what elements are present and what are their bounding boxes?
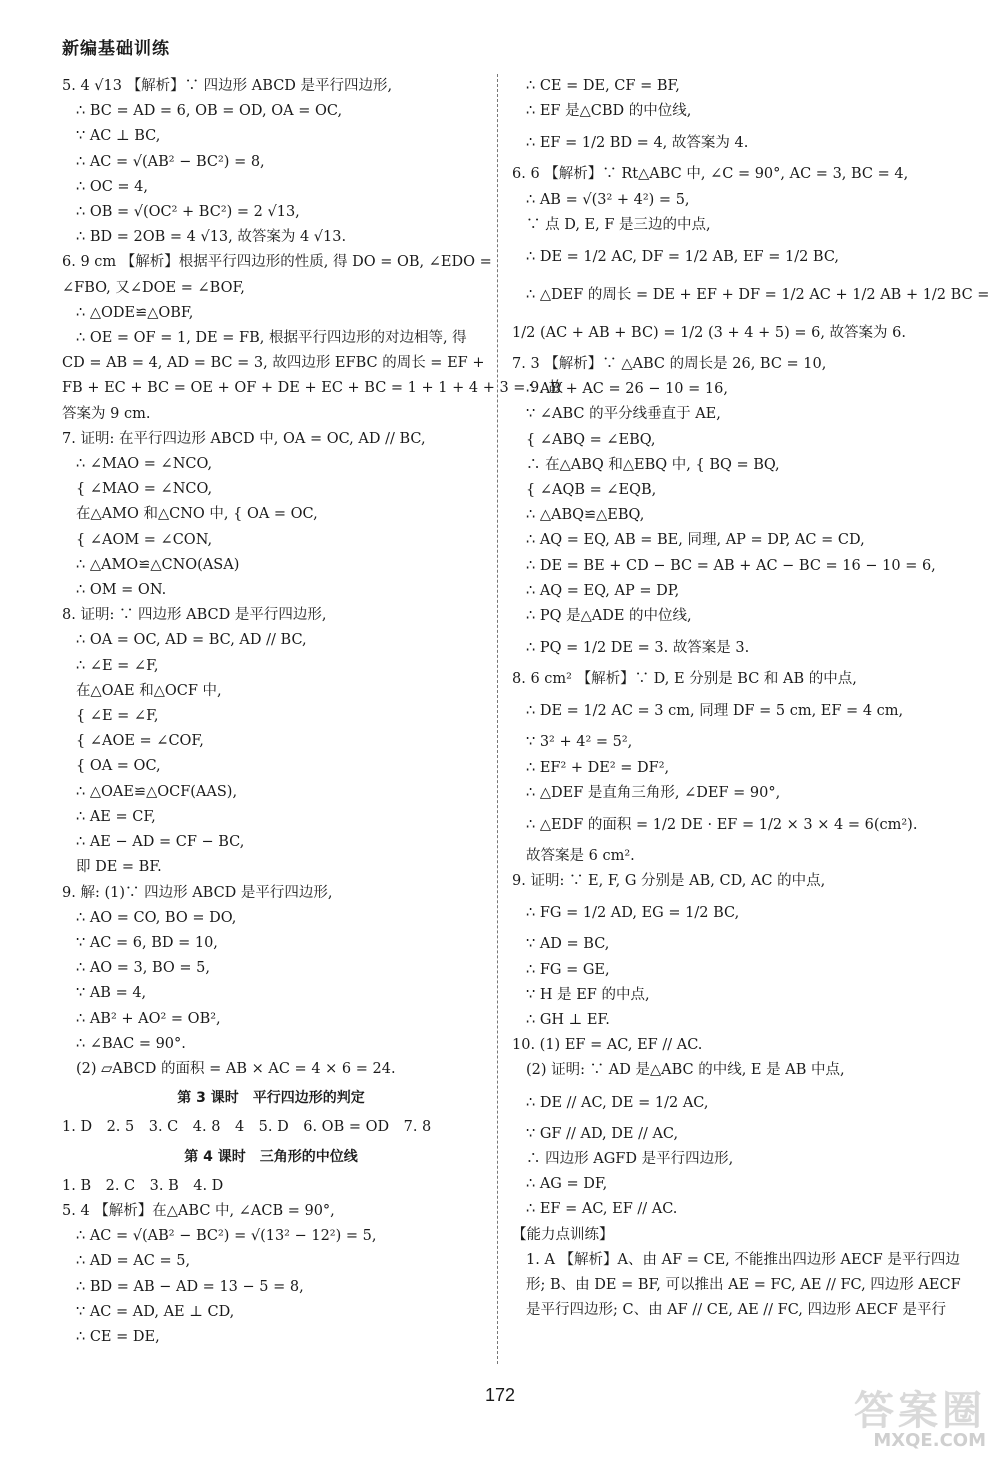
left-column-line: ∴ OC = 4,	[76, 178, 149, 195]
left-column-line: 在△AMO 和△CNO 中, { OA = OC,	[76, 506, 318, 523]
column-divider	[497, 74, 498, 1364]
right-column-line: ∴ AB = √(3² + 4²) = 5,	[526, 191, 690, 208]
watermark-line2: MXQE.COM	[873, 1430, 986, 1451]
left-column-line: 答案为 9 cm.	[62, 405, 151, 422]
left-column-line: (2) ▱ABCD 的面积 = AB × AC = 4 × 6 = 24.	[76, 1060, 396, 1077]
left-column-line: ∴ ∠BAC = 90°.	[76, 1035, 186, 1052]
right-column-line: 故答案是 6 cm².	[526, 848, 635, 865]
right-column-line: ∵ AD = BC,	[526, 936, 610, 953]
left-column-line: ∴ AO = 3, BO = 5,	[76, 960, 211, 977]
left-column-line: { ∠AOE = ∠COF,	[76, 733, 204, 750]
left-column-line: 6. 9 cm 【解析】根据平行四边形的性质, 得 DO = OB, ∠EDO =	[62, 254, 492, 271]
right-column-line: ∴ △EDF 的面积 = 1/2 DE · EF = 1/2 × 3 × 4 = 6(cm²).	[526, 817, 918, 834]
right-column-line: 9. 证明: ∵ E, F, G 分别是 AB, CD, AC 的中点,	[512, 873, 826, 890]
left-column-line: ∴ AC = √(AB² − BC²) = 8,	[76, 153, 265, 170]
left-column-line: { ∠AOM = ∠CON,	[76, 531, 213, 548]
left-column-line: 5. 4 √13 【解析】∵ 四边形 ABCD 是平行四边形,	[62, 78, 393, 94]
watermark-line1: 答案圈	[854, 1388, 986, 1434]
right-column-line: ∴ AG = DF,	[526, 1176, 608, 1193]
left-column-line: ∴ AO = CO, BO = DO,	[76, 909, 237, 926]
right-column-line: { ∠ABQ = ∠EBQ,	[526, 431, 656, 448]
right-column-line: ∴ FG = GE,	[526, 961, 610, 978]
right-column-line: ∴ PQ 是△ADE 的中位线,	[526, 608, 692, 625]
left-column-line: 9. 解: (1)∵ 四边形 ABCD 是平行四边形,	[62, 884, 333, 901]
left-column-line: 即 DE = BF.	[76, 859, 162, 876]
left-column-line: 5. 4 【解析】在△ABC 中, ∠ACB = 90°,	[62, 1202, 335, 1219]
right-column-line: ∵ H 是 EF 的中点,	[526, 986, 650, 1003]
left-column-line: ∴ OE = OF = 1, DE = FB, 根据平行四边形的对边相等, 得	[76, 330, 467, 347]
left-column-line: 第 3 课时 平行四边形的判定	[177, 1090, 365, 1107]
right-column-line: ∴ △DEF 的周长 = DE + EF + DF = 1/2 AC + 1/2 AB + 1/2 BC =	[526, 287, 990, 304]
left-column-line: 1. B 2. C 3. B 4. D	[62, 1177, 224, 1194]
left-column-line: 第 4 课时 三角形的中位线	[184, 1148, 358, 1165]
left-column-line: 1. D 2. 5 3. C 4. 8 4 5. D 6. OB = OD 7. 8	[62, 1119, 432, 1136]
right-column-line: ∴ DE = 1/2 AC, DF = 1/2 AB, EF = 1/2 BC,	[526, 249, 840, 266]
left-column-line: ∴ △AMO≌△CNO(ASA)	[76, 556, 240, 573]
left-column-line: ∠FBO, 又∠DOE = ∠BOF,	[62, 279, 245, 296]
left-column-line: ∴ BD = AB − AD = 13 − 5 = 8,	[76, 1278, 304, 1295]
book-title: 新编基础训练	[62, 39, 170, 59]
left-column-line: ∴ △ODE≌△OBF,	[76, 304, 194, 321]
left-column-line: 在△OAE 和△OCF 中,	[76, 682, 222, 699]
left-column-line: ∴ AC = √(AB² − BC²) = √(13² − 12²) = 5,	[76, 1228, 377, 1245]
left-column-line: ∴ AD = AC = 5,	[76, 1253, 191, 1270]
right-column-line: 形; B、由 DE = BF, 可以推出 AE = FC, AE // FC, 四边形 AECF	[526, 1276, 961, 1293]
left-column-line: ∴ AE − AD = CF − BC,	[76, 834, 245, 851]
right-column-line: ∴ AQ = EQ, AP = DP,	[526, 582, 680, 599]
right-column-line: 1. A 【解析】A、由 AF = CE, 不能推出四边形 AECF 是平行四边	[526, 1251, 960, 1268]
right-column-line: ∵ GF // AD, DE // AC,	[526, 1125, 679, 1142]
right-column-line: 1/2 (AC + AB + BC) = 1/2 (3 + 4 + 5) = 6, 故答案为 6.	[512, 325, 906, 342]
right-column-line: (2) 证明: ∵ AD 是△ABC 的中线, E 是 AB 中点,	[526, 1062, 845, 1079]
right-column-line: ∴ AQ = EQ, AB = BE, 同理, AP = DP, AC = CD,	[526, 532, 865, 549]
left-column-line: ∴ CE = DE,	[76, 1328, 160, 1345]
left-column-line: ∴ OM = ON.	[76, 582, 167, 599]
left-column-line: ∴ ∠MAO = ∠NCO,	[76, 456, 213, 473]
page-number: 172	[484, 1385, 516, 1405]
right-column-line: ∵ ∠ABC 的平分线垂直于 AE,	[526, 406, 721, 423]
left-column-line: ∴ OA = OC, AD = BC, AD // BC,	[76, 632, 307, 649]
left-column-line: ∴ AE = CF,	[76, 808, 156, 825]
right-column-line: 10. (1) EF = AC, EF // AC.	[512, 1037, 703, 1054]
left-column-line: { ∠E = ∠F,	[76, 708, 159, 725]
left-column-line: ∴ BD = 2OB = 4 √13, 故答案为 4 √13.	[76, 229, 347, 246]
right-column-line: 是平行四边形; C、由 AF // CE, AE // FC, 四边形 AECF 是平行	[526, 1302, 946, 1319]
right-column-line: ∴ △ABQ≌△EBQ,	[526, 507, 645, 524]
left-column-line: { OA = OC,	[76, 758, 161, 775]
watermark-logo	[836, 1379, 986, 1459]
left-column-line: ∵ AC = 6, BD = 10,	[76, 934, 218, 951]
left-column-line: ∵ AC ⊥ BC,	[76, 128, 161, 145]
right-column-line: ∴ PQ = 1/2 DE = 3. 故答案是 3.	[526, 640, 750, 657]
left-column-line: ∴ OB = √(OC² + BC²) = 2 √13,	[76, 204, 300, 221]
left-column-line: ∵ AC = AD, AE ⊥ CD,	[76, 1303, 235, 1320]
right-column-line: ∴ AB + AC = 26 − 10 = 16,	[526, 381, 728, 398]
right-column-line: 8. 6 cm² 【解析】∵ D, E 分别是 BC 和 AB 的中点,	[512, 671, 857, 688]
right-column-line: ∴ GH ⊥ EF.	[526, 1012, 610, 1029]
left-column-line: CD = AB = 4, AD = BC = 3, 故四边形 EFBC 的周长 = EF +	[62, 355, 485, 372]
left-column-line: ∴ ∠E = ∠F,	[76, 657, 159, 674]
left-column-line: 7. 证明: 在平行四边形 ABCD 中, OA = OC, AD // BC,	[62, 430, 426, 447]
right-column-line: ∴ EF² + DE² = DF²,	[526, 759, 670, 776]
right-column-line: ∴ FG = 1/2 AD, EG = 1/2 BC,	[526, 905, 740, 922]
right-column-line: ∵ 点 D, E, F 是三边的中点,	[526, 216, 711, 233]
right-column-line: ∴ △DEF 是直角三角形, ∠DEF = 90°,	[526, 784, 781, 801]
right-column-line: ∴ CE = DE, CF = BF,	[526, 78, 680, 94]
right-column-line: ∴ DE // AC, DE = 1/2 AC,	[526, 1094, 709, 1111]
right-column-line: 6. 6 【解析】∵ Rt△ABC 中, ∠C = 90°, AC = 3, BC = 4,	[512, 166, 909, 183]
right-column-line: ∵ 3² + 4² = 5²,	[526, 734, 633, 751]
left-column-line: ∴ AB² + AO² = OB²,	[76, 1010, 221, 1027]
left-column-line: 8. 证明: ∵ 四边形 ABCD 是平行四边形,	[62, 607, 327, 624]
right-column-line: 【能力点训练】	[512, 1226, 614, 1243]
right-column-line: { ∠AQB = ∠EQB,	[526, 482, 657, 499]
left-column-line: FB + EC + BC = OE + OF + DE + EC + BC = 1 + 1 + 4 + 3 = 9. 故	[62, 380, 564, 397]
right-column-line: ∴ EF 是△CBD 的中位线,	[526, 103, 692, 120]
right-column-line: ∴ EF = 1/2 BD = 4, 故答案为 4.	[526, 135, 749, 152]
right-column-line: ∴ DE = BE + CD − BC = AB + AC − BC = 16 − 10 = 6,	[526, 557, 936, 574]
right-column-line: ∴ 四边形 AGFD 是平行四边形,	[526, 1150, 734, 1167]
left-column-line: ∴ BC = AD = 6, OB = OD, OA = OC,	[76, 103, 343, 120]
right-column-line: 7. 3 【解析】∵ △ABC 的周长是 26, BC = 10,	[512, 356, 827, 373]
right-column	[512, 74, 990, 1323]
right-column-line: ∴ EF = AC, EF // AC.	[526, 1201, 678, 1218]
left-column-line: ∴ △OAE≌△OCF(AAS),	[76, 783, 238, 800]
left-column-line: { ∠MAO = ∠NCO,	[76, 481, 213, 498]
right-column-line: ∴ 在△ABQ 和△EBQ 中, { BQ = BQ,	[526, 456, 780, 473]
right-column-line: ∴ DE = 1/2 AC = 3 cm, 同理 DF = 5 cm, EF = 4 cm,	[526, 703, 904, 720]
left-column-line: ∵ AB = 4,	[76, 985, 147, 1002]
